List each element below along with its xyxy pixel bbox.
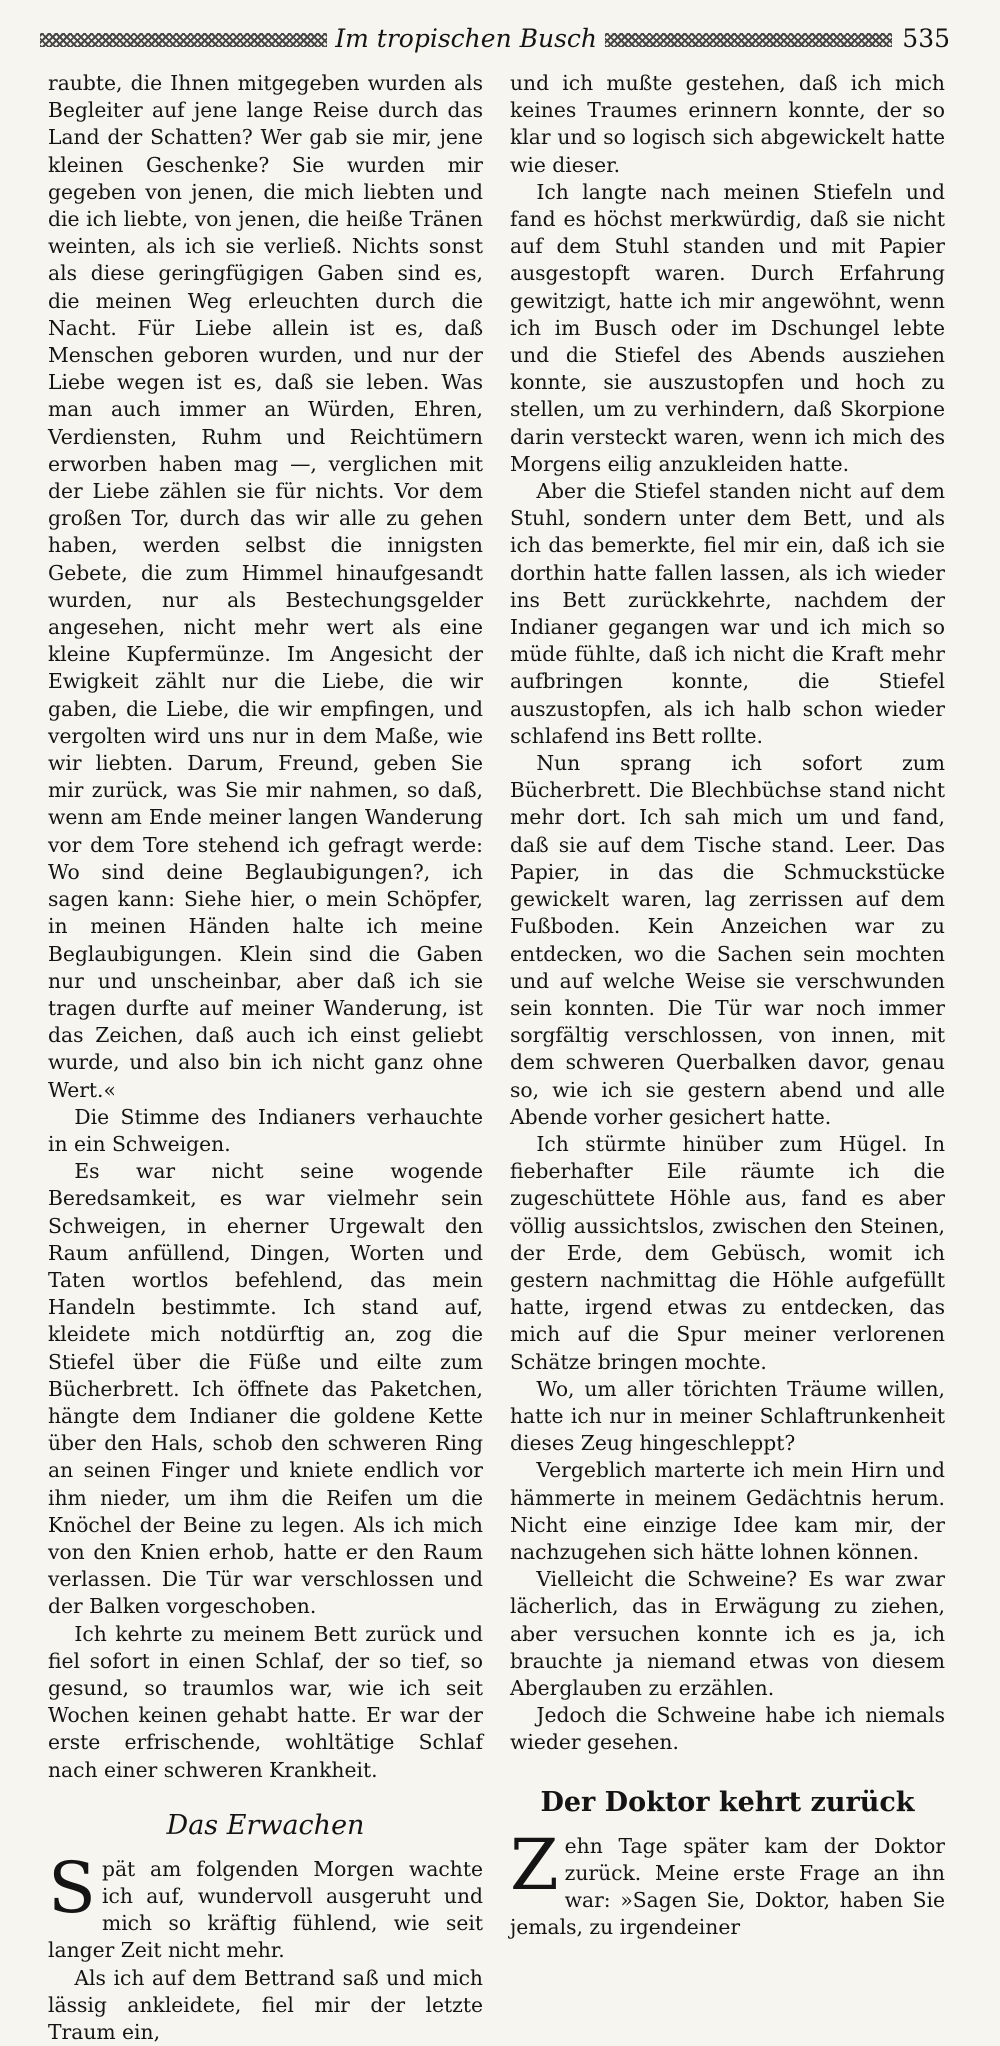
paragraph: Jedoch die Schweine habe ich niemals wieder gesehen. xyxy=(510,1703,945,1755)
paragraph: Ich stürmte hinüber zum Hügel. In fieberhafter Eile räumte ich die zugeschüttete Höhle aus, fand es aber völlig aussichtslos, zwischen den Steinen, der Erde, dem Gebüsch, womit ich gestern nachmittag die Höhle aufgefüllt hatte, irgend etwas zu entdecken, das mich auf die Spur meiner verlorenen Schätze bringen mochte. xyxy=(510,1131,945,1374)
section-heading-der-doktor-kehrt-zurueck: Der Doktor kehrt zurück xyxy=(540,1786,915,1818)
drop-cap: S xyxy=(48,1846,96,1929)
paragraph: Ich kehrte zu meinem Bett zurück und fiel sofort in einen Schlaf, der so tief, so gesund, so traumlos war, wie ich seit Wochen keinen gehabt hatte. Er war der erste erfrischende, wohltätige Schlaf nach einer schweren Krankheit. xyxy=(48,1621,483,1782)
paragraph-text: ehn Tage später kam der Doktor zurück. Meine erste Frage an ihn war: »Sagen Sie, Doktor, haben Sie jemals, zu irgendeiner xyxy=(510,1833,945,1940)
paragraph: Die Stimme des Indianers verhauchte in ein Schweigen. xyxy=(48,1104,483,1156)
paragraph xyxy=(510,1823,945,1942)
paragraph: Vielleicht die Schweine? Es war zwar lächerlich, das in Erwägung zu ziehen, aber versuchen konnte ich es ja, ich brauchte ja niemand etwas von diesem Aberglauben zu erzählen. xyxy=(510,1567,945,1700)
paragraph: Vergeblich marterte ich mein Hirn und hämmerte in meinem Gedächtnis herum. Nicht eine einzige Idee kam mir, der nachzugehen sich hätte lohnen können. xyxy=(510,1458,945,1564)
paragraph: Aber die Stiefel standen nicht auf dem Stuhl, sondern unter dem Bett, und als ich das bemerkte, fiel mir ein, daß ich sie dorthin hatte fallen lassen, als ich wieder ins Bett zurückkehrte, nachdem der Indianer gegangen war und ich mich so müde fühlte, daß ich nicht die Kraft mehr aufbringen konnte, die Stiefel auszustopfen, als ich halb schon wieder schlafend ins Bett rollte. xyxy=(510,479,945,748)
header-ornament-left xyxy=(40,33,327,47)
drop-cap: Z xyxy=(510,1823,559,1906)
paragraph: Es war nicht seine wogende Beredsamkeit, es war vielmehr sein Schweigen, in eherner Urgewalt den Raum anfüllend, Dingen, Worten und Taten wortlos befehlend, das mein Handeln bestimmte. Ich stand auf, kleidete mich notdürftig an, zog die Stiefel über die Füße und eilte zum Bücherbrett. Ich öffnete das Paketchen, hängte dem Indianer die goldene Kette über den Hals, schob den schweren Ring an seinen Finger und kniete endlich vor ihm nieder, um ihm die Reifen um die Knöchel der Beine zu legen. Als ich mich von den Knien erhob, hatte er den Raum verlassen. Die Tür war verschlossen und der Balken vorgeschoben. xyxy=(48,1159,483,1619)
paragraph: Als ich auf dem Bettrand saß und mich lässig ankleidete, fiel mir der letzte Traum ein, xyxy=(48,1965,483,2045)
running-title: Im tropischen Busch xyxy=(335,23,598,53)
paragraph: Nun sprang ich sofort zum Bücherbrett. Die Blechbüchse stand nicht mehr dort. Ich sah mich um und fand, daß sie auf dem Tische stand. Leer. Das Papier, in das die Schmuckstücke gewickelt waren, lag zerrissen auf dem Fußboden. Kein Anzeichen war zu entdecken, wo die Sachen sein mochten und auf welche Weise sie verschwunden sein konnten. Die Tür war noch immer sorgfältig verschlossen, von innen, mit dem schweren Querbalken davor, genau so, wie ich sie gestern abend und alle Abende vorher gesichert hatte. xyxy=(510,751,945,1129)
paragraph xyxy=(48,1846,483,1965)
page-header xyxy=(40,18,950,58)
left-column xyxy=(48,70,483,2045)
paragraph-text: pät am folgenden Morgen wachte ich auf, wundervoll ausgeruht und mich so kräftig fühlend, wie seit langer Zeit nicht mehr. xyxy=(48,1856,483,1963)
paragraph: raubte, die Ihnen mitgegeben wurden als Begleiter auf jene lange Reise durch das Land der Schatten? Wer gab sie mir, jene kleinen Geschenke? Sie wurden mir gegeben von jenen, die mich liebten und die ich liebte, von jenen, die heiße Tränen weinten, als ich sie verließ. Nichts sonst als diese geringfügigen Gaben sind es, die meinen Weg erleuchten durch die Nacht. Für Liebe allein ist es, daß Menschen geboren wurden, und nur der Liebe wegen ist es, daß sie leben. Was man auch immer an Würden, Ehren, Verdiensten, Ruhm und Reichtümern erworben haben mag —, verglichen mit der Liebe zählen sie für nichts. Vor dem großen Tor, durch das wir alle zu gehen haben, werden selbst die innigsten Gebete, die zum Himmel hinaufgesandt wurden, nur als Bestechungsgelder angesehen, nicht mehr wert als eine kleine Kupfermünze. Im Angesicht der Ewigkeit zählt nur die Liebe, die wir gaben, die Liebe, die wir empfingen, und vergolten wird uns nur in dem Maße, wie wir liebten. Darum, Freund, geben Sie mir zurück, was Sie mir nahmen, so daß, wenn am Ende meiner langen Wanderung vor dem Tore stehend ich gefragt werde: Wo sind deine Beglaubigungen?, ich sagen kann: Siehe hier, o mein Schöpfer, in meinen Händen halte ich meine Beglaubigungen. Klein sind die Gaben nur und unscheinbar, aber daß ich sie tragen durfte auf meiner Wanderung, ist das Zeichen, daß auch ich einst geliebt wurde, und also bin ich nicht ganz ohne Wert.« xyxy=(48,71,483,1102)
paragraph: Ich langte nach meinen Stiefeln und fand es höchst merkwürdig, daß sie nicht auf dem Stuhl standen und mit Papier ausgestopft waren. Durch Erfahrung gewitzigt, hatte ich mir angewöhnt, wenn ich im Busch oder im Dschungel lebte und die Stiefel des Abends ausziehen konnte, sie auszustopfen und hoch zu stellen, um zu verhindern, daß Skorpione darin versteckt waren, wenn ich mich des Morgens eilig anzukleiden hatte. xyxy=(510,179,945,476)
right-column xyxy=(510,70,945,1940)
paragraph: und ich mußte gestehen, daß ich mich keines Traumes erinnern konnte, der so klar und so logisch sich abgewickelt hatte wie dieser. xyxy=(510,71,945,177)
page-number: 535 xyxy=(902,23,951,53)
paragraph: Wo, um aller törichten Träume willen, hatte ich nur in meiner Schlaftrunkenheit dieses Zeug hingeschleppt? xyxy=(510,1376,945,1456)
section-heading-das-erwachen: Das Erwachen xyxy=(166,1809,365,1841)
header-ornament-right xyxy=(605,33,892,47)
